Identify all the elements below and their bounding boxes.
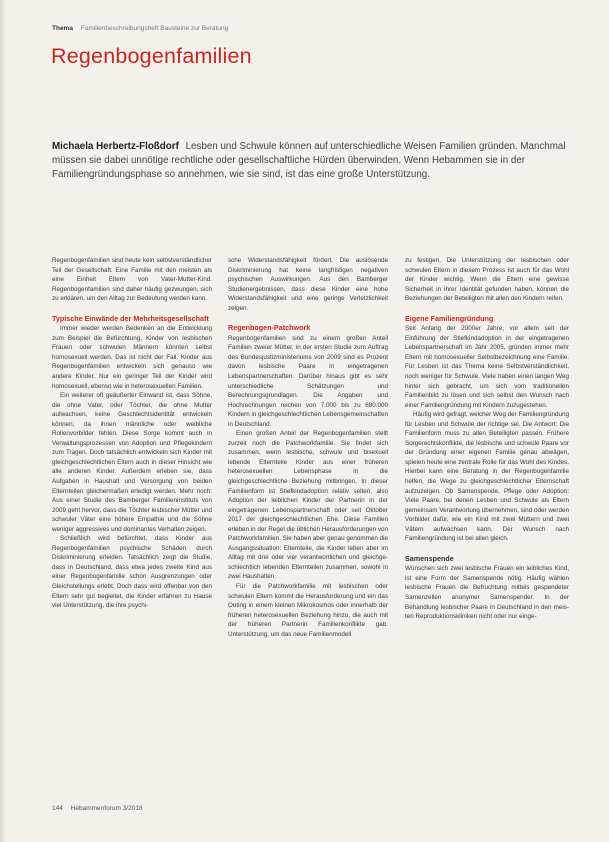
body-paragraph: Seit Anfang der 2000er Jahre, vor allem seit der Einführung der Stiefkindadoption in der eingetragenen Lebenspartnerschaft im Jahr 2005, gründen immer mehr Eltern mit homosexueller Selbstbezeichnung eine Familie. Für Lesben ist das Thema keine Selbstverständlichkeit, noch weniger für Schwule. Viele haben einen langen Weg hinter sich gebracht, um sich vom traditionellen Familienbild zu lösen und sich selbst den Wunsch nach einer Familiengründung mit Kindern zuzugestehen. [405,325,569,409]
body-paragraph: Einen großen Anteil der Regenbogenfamilien stellt zurzeit noch die Patchworkfamilie. Sie findet sich zusammen, wenn lesbische, schwule und bisexuell lebende Elternteile Kinder aus einer früheren heterosexuellen Lebensphase in die gleichgeschlechtliche Beziehung mitbringen. In dieser Familienform ist Stiefkindadoption relativ selten, also Adoption der leiblichen Kinder der Partnerin in der eingetragenen Lebenspartnerschaft oder seit Oktober 2017 der gleichgeschlechtlichen Ehe. Diese Familien erleben in der Regel die üblichen Herausforderungen von Patchworkfamilien. Sie haben aber genau genommen die Ausgangssituation: Elternteile, die Kinder leben aber im Alltag mit drei oder vier verantwortlichen und gleichgeschlechtlich lebenden Elternteilen zusammen, sowohl in zwei Haushalten. [228,430,388,581]
text-column-3 [405,256,569,622]
section-subtitle: Familienbeschreibungsheft Bausteine zur Beratung [80,25,229,32]
body-paragraph: Wünschen sich zwei lesbische Frauen ein leibliches Kind, ist eine Form der Samenspende nötig. Häufig wählen lesbische Frauen die Befruchtung mittels gespendeter Samenzellen anonymer Samenspender. In der Behandlung lesbischer Paare in Deutschland in den meisten Reproduktionskliniken nicht oder nur einge- [405,565,569,621]
page-number: 144 [52,805,63,812]
page-footer [52,805,143,812]
body-paragraph: Für die Patchworkfamilie mit lesbischen oder schwulen Eltern kommt die Herausforderung und ein das Outing in einem kleinen Mikrokosmos oder innerhalb der früheren heterosexuellen Beziehung hinzu, die auch mit der früheren Partnerin Familienkonflikte gab. Unterstützung, um das neue Familienmodell [228,583,388,638]
body-paragraph: Regenbogenfamilien sind zu einem großen Anteil Familien zweier Mütter, in der ersten Studie zum Auftrag des Bundesjustizministeriums von 2009 sind es Prozent davon lesbische Paare in eingetragenen Lebenspartnerschaften. Darüber hinaus gibt es sehr unterschiedliche Schätzungen und Berechnungsgrundlagen. Die Angaben und Hochrechnungen reichen von 7.000 bis zu 680.000 Kindern in gleichgeschlechtlichen Lebensgemeinschaften in Deutschland. [228,334,388,428]
body-paragraph: Regenbogenfamilien sind heute kein selbstverständlicher Teil der Gesellschaft. Eine Familie mit den meisten als eine Einheit Eltern von Vater-Mutter-Kind. Regenbogenfamilien sind daher häufig gezwungen, sich zu erklären, um den Alltag zur Bedeutung werden kann. [52,257,212,303]
section-heading: Samenspende [405,553,454,563]
body-paragraph: sche Widerstandsfähigkeit fördert. Die auslösende Diskriminierung hat keine langfristigen negativen psychischen Auswirkungen. Aus den Bamberger Studienergebnissen, dass diese Kinder eine hohe Widerstandsfähigkeit und eine geringe Verletzlichkeit zeigen. [228,257,388,312]
body-paragraph: Häufig wird gefragt, welcher Weg der Familiengründung für Lesben und Schwule der richtige sei. Die Antwort: Die Familienform muss zu allen Beteiligten passen. Frühere Sorgerechtskonflikte, die lesbische und schwule Paare vor der Gründung einer eigenen Familie genau abwägen, spielen heute eine zentrale Rolle für das Wohl des Kindes. Hierbei kann eine Beratung in der Regenbogenfamilie helfen, die Wege zu gleichgeschlechtlicher Elternschaft aufzuzeigen. Ob Samenspende, Pflege oder Adoption: Viele Paare, bei denen Lesben und Schwule als Eltern gemeinsam Verantwortung übernehmen, sind oder werden Vorbilder dafür, wie ein Kind mit zwei Müttern und zwei Vätern aufwachsen kann. Der Wunsch nach Familiengründung ist bei allen gleich. [405,411,569,543]
section-label: Thema [52,25,73,32]
article-lead [52,140,572,183]
lead-text: Lesben und Schwule können auf unterschiedliche Weisen Familien gründen. Manchmal müssen sie dabei unnötige rechtliche oder gesellschaftliche Hürden überwinden. Wenn Hebammen sie in der Familiengründungsphase so annehmen, wie sie sind, ist das eine große Unterstützung. [52,141,566,181]
body-paragraph: Immer wieder werden Bedenken an die Entwicklung zum Beispiel die Befürchtung, Kinder von lesbischen Frauen oder schwulen Männern könnten selbst homosexuell werden. Das ist nicht der Fall. Kinder aus Regenbogenfamilien entwickeln sich genauso wie andere Kinder. Nur ein geringer Teil der Kinder wird homosexuell, ebenso wie in heterosexuellen Familien. [52,325,212,390]
section-kicker [52,25,228,32]
author-name: Michaela Herbertz-Floßdorf [52,141,179,152]
journal-name: Hebammenforum 3/2018 [70,805,143,812]
page-spine-shadow [0,0,6,842]
body-paragraph: Ein weiterer oft geäußerter Einwand ist, dass Söhne, die ohne Vater, oder Töchter, die ohne Mutter aufwachsen, keine Geschlechtsidentität entwickeln können, da ihnen männliche oder weibliche Rollenvorbilder fehlen. Diese Sorge kommt auch in Verwaltungsprozessen von Adoption und Pflegekindern zum Tragen. Doch tatsächlich entwickeln sich Kinder mit gleichgeschlechtlichen Eltern auch in dieser Hinsicht wie alle anderen Kinder. Außerdem erleben sie, dass Aufgaben in Haushalt und Versorgung von beiden Elternteilen gleichermaßen erledigt werden. Mehr noch: Aus einer Studie des Bamberger Familieninstituts von 2009 geht hervor, dass die Töchter lesbischer Mütter und schwuler Väter eine höhere Empathie und die Söhne weniger aggressives und dominantes Verhalten zeigen. [52,392,212,533]
text-column-2 [228,256,388,639]
section-heading: Eigene Familiengründung [405,313,494,323]
body-paragraph: zu festigen. Die Unterstützung der lesbischen oder schwulen Eltern in diesem Prozess ist auch für das Wohl der Kinder wichtig. Wenn die Eltern eine gewisse Sicherheit in ihrer Identität gefunden haben, können die Beziehungen der Beteiligten mit allen den Kindern reifen. [405,257,569,303]
section-heading: Regenbogen-Patchwork [228,323,311,333]
article-title: Regenbogenfamilien [51,44,252,68]
text-column-1 [52,256,212,611]
section-heading: Typische Einwände der Mehrheitsgesellschaft [52,313,209,323]
body-paragraph: Schließlich wird befürchtet, dass Kinder aus Regenbogenfamilien psychische Schäden durch Diskriminierung erleiden. Tatsächlich zeigt die Studie, dass in Deutschland, dass etwa jedes zweite Kind aus einer Regenbogenfamilie schon Ausgrenzungen oder Gleichstellungs erlebt. Doch dass wird offenbar von den Eltern sehr gut begleitet, die Kinder erfahren zu Hause viel Unterstützung, die ihre psychi- [52,535,212,610]
